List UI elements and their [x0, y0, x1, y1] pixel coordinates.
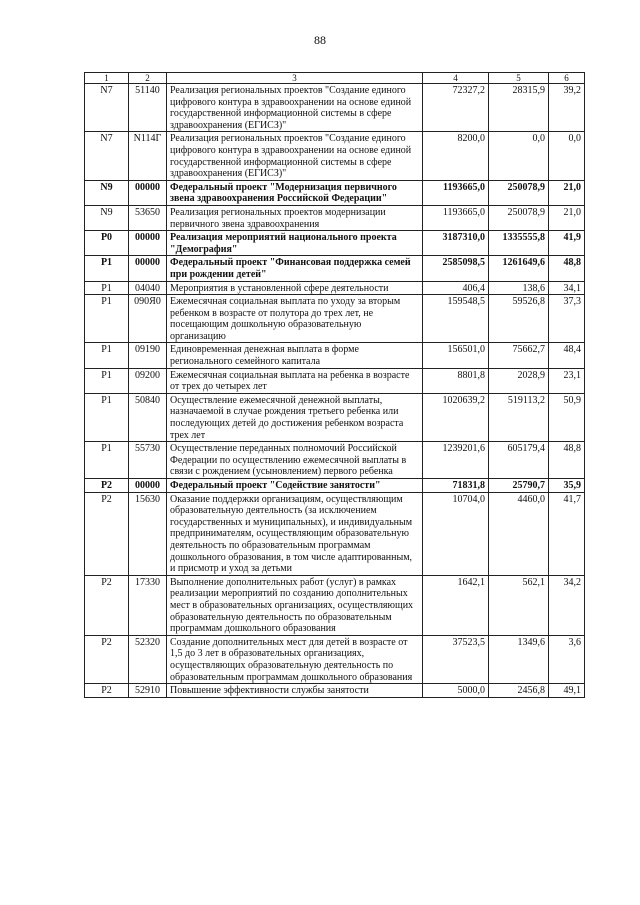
- executed-amount-cell: 4460,0: [489, 492, 549, 575]
- planned-amount-cell: 72327,2: [423, 84, 489, 132]
- expense-code-cell: 53650: [129, 205, 167, 230]
- execution-percent-cell: 35,9: [549, 479, 585, 493]
- planned-amount-cell: 71831,8: [423, 479, 489, 493]
- target-article-cell: P1: [85, 281, 129, 295]
- expense-code-cell: 52910: [129, 684, 167, 698]
- executed-amount-cell: 0,0: [489, 132, 549, 180]
- table-row: [85, 132, 585, 180]
- expense-name-cell: Реализация региональных проектов "Создание единого цифрового контура в здравоохранении на основе единой государственной информационной системы в сфере здравоохранения (ЕГИСЗ)": [167, 84, 423, 132]
- expense-code-cell: 090Я0: [129, 295, 167, 343]
- expense-name-cell: Федеральный проект "Финансовая поддержка семей при рождении детей": [167, 256, 423, 281]
- table-row: [85, 180, 585, 205]
- target-article-cell: P1: [85, 368, 129, 393]
- column-number-cell: 2: [129, 73, 167, 84]
- execution-percent-cell: 37,3: [549, 295, 585, 343]
- target-article-cell: P0: [85, 231, 129, 256]
- executed-amount-cell: 2456,8: [489, 684, 549, 698]
- execution-percent-cell: 23,1: [549, 368, 585, 393]
- table-row: [85, 684, 585, 698]
- table-row: [85, 256, 585, 281]
- expense-code-cell: 15630: [129, 492, 167, 575]
- target-article-cell: N7: [85, 84, 129, 132]
- expense-code-cell: 55730: [129, 442, 167, 479]
- executed-amount-cell: 1261649,6: [489, 256, 549, 281]
- column-number-cell: 5: [489, 73, 549, 84]
- column-number-cell: 1: [85, 73, 129, 84]
- expense-name-cell: Повышение эффективности службы занятости: [167, 684, 423, 698]
- target-article-cell: P1: [85, 295, 129, 343]
- target-article-cell: P2: [85, 575, 129, 635]
- table-row: [85, 368, 585, 393]
- executed-amount-cell: 605179,4: [489, 442, 549, 479]
- planned-amount-cell: 1193665,0: [423, 205, 489, 230]
- page-number: 88: [314, 33, 326, 47]
- execution-percent-cell: 34,2: [549, 575, 585, 635]
- expense-name-cell: Единовременная денежная выплата в форме регионального семейного капитала: [167, 343, 423, 368]
- execution-percent-cell: 39,2: [549, 84, 585, 132]
- executed-amount-cell: 1335555,8: [489, 231, 549, 256]
- execution-percent-cell: 50,9: [549, 393, 585, 441]
- table-row: [85, 295, 585, 343]
- column-number-cell: 3: [167, 73, 423, 84]
- executed-amount-cell: 28315,9: [489, 84, 549, 132]
- expense-name-cell: Ежемесячная социальная выплата на ребенка в возрасте от трех до четырех лет: [167, 368, 423, 393]
- execution-percent-cell: 21,0: [549, 205, 585, 230]
- planned-amount-cell: 1020639,2: [423, 393, 489, 441]
- execution-percent-cell: 21,0: [549, 180, 585, 205]
- expense-code-cell: 17330: [129, 575, 167, 635]
- executed-amount-cell: 25790,7: [489, 479, 549, 493]
- column-number-cell: 6: [549, 73, 585, 84]
- expense-code-cell: 00000: [129, 231, 167, 256]
- execution-percent-cell: 3,6: [549, 635, 585, 683]
- expense-name-cell: Федеральный проект "Содействие занятости": [167, 479, 423, 493]
- target-article-cell: N7: [85, 132, 129, 180]
- target-article-cell: P1: [85, 442, 129, 479]
- table-row: [85, 281, 585, 295]
- executed-amount-cell: 75662,7: [489, 343, 549, 368]
- planned-amount-cell: 1193665,0: [423, 180, 489, 205]
- expense-code-cell: 50840: [129, 393, 167, 441]
- expense-name-cell: Создание дополнительных мест для детей в возрасте от 1,5 до 3 лет в образовательных организациях, осуществляющих образовательную деятельность по образовательным программам дошкольного образования: [167, 635, 423, 683]
- execution-percent-cell: 41,7: [549, 492, 585, 575]
- execution-percent-cell: 41,9: [549, 231, 585, 256]
- table-row: [85, 479, 585, 493]
- planned-amount-cell: 10704,0: [423, 492, 489, 575]
- execution-percent-cell: 34,1: [549, 281, 585, 295]
- expense-code-cell: 52320: [129, 635, 167, 683]
- expense-code-cell: 00000: [129, 256, 167, 281]
- table-row: [85, 343, 585, 368]
- expense-name-cell: Мероприятия в установленной сфере деятельности: [167, 281, 423, 295]
- planned-amount-cell: 8801,8: [423, 368, 489, 393]
- column-number-row: [85, 73, 585, 84]
- expense-name-cell: Реализация мероприятий национального проекта "Демография": [167, 231, 423, 256]
- expense-name-cell: Реализация региональных проектов модернизации первичного звена здравоохранения: [167, 205, 423, 230]
- expense-code-cell: 51140: [129, 84, 167, 132]
- table-row: [85, 635, 585, 683]
- target-article-cell: P1: [85, 343, 129, 368]
- planned-amount-cell: 1239201,6: [423, 442, 489, 479]
- expense-name-cell: Федеральный проект "Модернизация первичного звена здравоохранения Российской Федерации": [167, 180, 423, 205]
- target-article-cell: N9: [85, 205, 129, 230]
- expense-name-cell: Осуществление переданных полномочий Российской Федерации по осуществлению ежемесячной выплаты в связи с рождением (усыновлением) первого ребенка: [167, 442, 423, 479]
- target-article-cell: P1: [85, 393, 129, 441]
- executed-amount-cell: 250078,9: [489, 205, 549, 230]
- execution-percent-cell: 0,0: [549, 132, 585, 180]
- expense-code-cell: N114Г: [129, 132, 167, 180]
- table-row: [85, 205, 585, 230]
- expense-name-cell: Реализация региональных проектов "Создание единого цифрового контура в здравоохранении на основе единой государственной информационной системы в сфере здравоохранения (ЕГИСЗ)": [167, 132, 423, 180]
- target-article-cell: P2: [85, 635, 129, 683]
- target-article-cell: P2: [85, 684, 129, 698]
- executed-amount-cell: 1349,6: [489, 635, 549, 683]
- expense-code-cell: 09190: [129, 343, 167, 368]
- table-row: [85, 442, 585, 479]
- planned-amount-cell: 8200,0: [423, 132, 489, 180]
- expense-code-cell: 00000: [129, 180, 167, 205]
- target-article-cell: P2: [85, 479, 129, 493]
- expense-name-cell: Выполнение дополнительных работ (услуг) в рамках реализации мероприятий по созданию дополнительных мест в образовательных организациях, осуществляющих образовательную деятельность по образовательным программам дошкольного образования: [167, 575, 423, 635]
- target-article-cell: P1: [85, 256, 129, 281]
- expense-name-cell: Ежемесячная социальная выплата по уходу за вторым ребенком в возрасте от полутора до трех лет, не посещающим дошкольную образовательную организацию: [167, 295, 423, 343]
- column-number-cell: 4: [423, 73, 489, 84]
- planned-amount-cell: 1642,1: [423, 575, 489, 635]
- budget-table: [84, 72, 585, 698]
- table-row: [85, 84, 585, 132]
- expense-name-cell: Оказание поддержки организациям, осуществляющим образовательную деятельность (за исключением государственных и муниципальных), и индивидуальным предпринимателям, осуществляющим образовательную деятельность по образовательным программам дошкольного образования, в том числе адаптированным, и присмотр и уход за детьми: [167, 492, 423, 575]
- expense-code-cell: 00000: [129, 479, 167, 493]
- executed-amount-cell: 250078,9: [489, 180, 549, 205]
- planned-amount-cell: 159548,5: [423, 295, 489, 343]
- planned-amount-cell: 37523,5: [423, 635, 489, 683]
- table-row: [85, 231, 585, 256]
- target-article-cell: P2: [85, 492, 129, 575]
- executed-amount-cell: 562,1: [489, 575, 549, 635]
- planned-amount-cell: 156501,0: [423, 343, 489, 368]
- table-row: [85, 393, 585, 441]
- planned-amount-cell: 5000,0: [423, 684, 489, 698]
- planned-amount-cell: 3187310,0: [423, 231, 489, 256]
- executed-amount-cell: 2028,9: [489, 368, 549, 393]
- expense-name-cell: Осуществление ежемесячной денежной выплаты, назначаемой в случае рождения третьего ребенка или последующих детей до достижения ребенком возраста трех лет: [167, 393, 423, 441]
- planned-amount-cell: 406,4: [423, 281, 489, 295]
- table-row: [85, 575, 585, 635]
- executed-amount-cell: 138,6: [489, 281, 549, 295]
- planned-amount-cell: 2585098,5: [423, 256, 489, 281]
- expense-code-cell: 04040: [129, 281, 167, 295]
- expense-code-cell: 09200: [129, 368, 167, 393]
- target-article-cell: N9: [85, 180, 129, 205]
- execution-percent-cell: 48,4: [549, 343, 585, 368]
- executed-amount-cell: 519113,2: [489, 393, 549, 441]
- table-row: [85, 492, 585, 575]
- execution-percent-cell: 49,1: [549, 684, 585, 698]
- execution-percent-cell: 48,8: [549, 442, 585, 479]
- execution-percent-cell: 48,8: [549, 256, 585, 281]
- executed-amount-cell: 59526,8: [489, 295, 549, 343]
- budget-table-body: [85, 73, 585, 698]
